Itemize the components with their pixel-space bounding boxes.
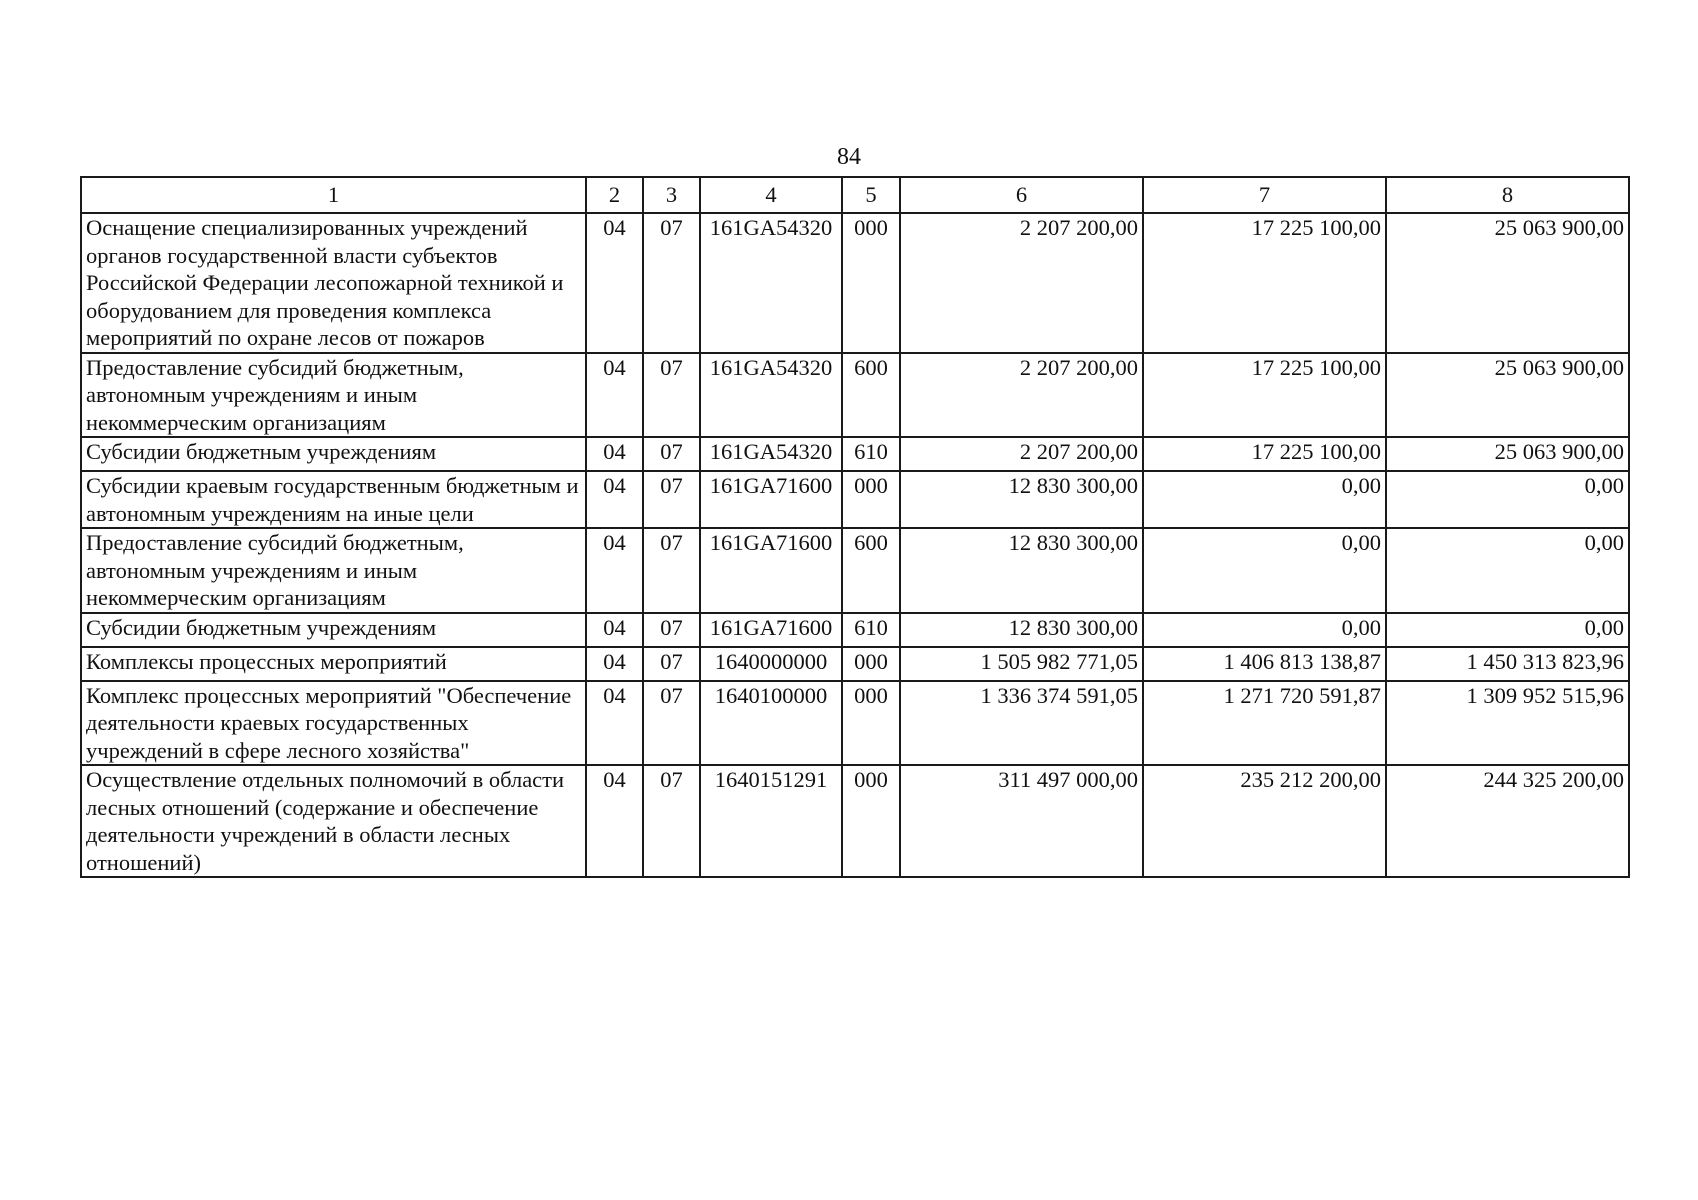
subsection-code-cell: 07 — [643, 681, 700, 766]
table-row — [81, 528, 1629, 613]
target-article-cell: 1640151291 — [700, 765, 842, 877]
amount-col7-cell: 235 212 200,00 — [1143, 765, 1386, 877]
expense-type-cell: 610 — [842, 613, 900, 647]
amount-col6-cell: 1 505 982 771,05 — [900, 647, 1143, 681]
row-name-cell: Оснащение специализированных учреждений органов государственной власти субъектов Российской Федерации лесопожарной техникой и оборудованием для проведения комплекса мероприятий по охране лесов от пожаров — [81, 213, 586, 353]
amount-col8-cell: 0,00 — [1386, 528, 1629, 613]
column-header: 3 — [643, 177, 700, 213]
amount-col6-cell: 311 497 000,00 — [900, 765, 1143, 877]
amount-col8-cell: 1 450 313 823,96 — [1386, 647, 1629, 681]
table-row — [81, 437, 1629, 471]
table-row — [81, 213, 1629, 353]
subsection-code-cell: 07 — [643, 213, 700, 353]
section-code-cell: 04 — [586, 528, 643, 613]
amount-col7-cell: 1 271 720 591,87 — [1143, 681, 1386, 766]
amount-col8-cell: 25 063 900,00 — [1386, 437, 1629, 471]
table-row — [81, 471, 1629, 528]
column-header: 2 — [586, 177, 643, 213]
row-name-cell: Предоставление субсидий бюджетным, автономным учреждениям и иным некоммерческим организациям — [81, 528, 586, 613]
expense-type-cell: 000 — [842, 471, 900, 528]
column-header: 4 — [700, 177, 842, 213]
row-name-cell: Комплексы процессных мероприятий — [81, 647, 586, 681]
expense-type-cell: 610 — [842, 437, 900, 471]
amount-col7-cell: 1 406 813 138,87 — [1143, 647, 1386, 681]
column-header: 1 — [81, 177, 586, 213]
target-article-cell: 161GA71600 — [700, 471, 842, 528]
expense-type-cell: 000 — [842, 213, 900, 353]
amount-col8-cell: 0,00 — [1386, 471, 1629, 528]
amount-col7-cell: 0,00 — [1143, 471, 1386, 528]
target-article-cell: 161GA54320 — [700, 213, 842, 353]
expense-type-cell: 600 — [842, 353, 900, 438]
row-name-cell: Предоставление субсидий бюджетным, автономным учреждениям и иным некоммерческим организациям — [81, 353, 586, 438]
row-name-cell: Комплекс процессных мероприятий "Обеспечение деятельности краевых государственных учреждений в сфере лесного хозяйства" — [81, 681, 586, 766]
row-name-cell: Субсидии бюджетным учреждениям — [81, 437, 586, 471]
amount-col6-cell: 1 336 374 591,05 — [900, 681, 1143, 766]
expense-type-cell: 000 — [842, 647, 900, 681]
section-code-cell: 04 — [586, 353, 643, 438]
amount-col7-cell: 0,00 — [1143, 613, 1386, 647]
amount-col7-cell: 17 225 100,00 — [1143, 353, 1386, 438]
column-header: 5 — [842, 177, 900, 213]
table-row — [81, 353, 1629, 438]
amount-col8-cell: 25 063 900,00 — [1386, 213, 1629, 353]
amount-col6-cell: 12 830 300,00 — [900, 613, 1143, 647]
expense-type-cell: 600 — [842, 528, 900, 613]
section-code-cell: 04 — [586, 765, 643, 877]
page-number: 84 — [837, 144, 861, 170]
section-code-cell: 04 — [586, 471, 643, 528]
budget-table — [80, 176, 1630, 878]
amount-col7-cell: 0,00 — [1143, 528, 1386, 613]
target-article-cell: 161GA71600 — [700, 613, 842, 647]
amount-col7-cell: 17 225 100,00 — [1143, 437, 1386, 471]
table-row — [81, 613, 1629, 647]
amount-col8-cell: 0,00 — [1386, 613, 1629, 647]
target-article-cell: 161GA54320 — [700, 437, 842, 471]
subsection-code-cell: 07 — [643, 528, 700, 613]
table-row — [81, 681, 1629, 766]
row-name-cell: Осуществление отдельных полномочий в области лесных отношений (содержание и обеспечение деятельности учреждений в области лесных отношений) — [81, 765, 586, 877]
section-code-cell: 04 — [586, 647, 643, 681]
row-name-cell: Субсидии краевым государственным бюджетным и автономным учреждениям на иные цели — [81, 471, 586, 528]
amount-col8-cell: 25 063 900,00 — [1386, 353, 1629, 438]
amount-col6-cell: 12 830 300,00 — [900, 528, 1143, 613]
row-name-cell: Субсидии бюджетным учреждениям — [81, 613, 586, 647]
subsection-code-cell: 07 — [643, 765, 700, 877]
table-row — [81, 765, 1629, 877]
amount-col8-cell: 244 325 200,00 — [1386, 765, 1629, 877]
table-header-row — [81, 177, 1629, 213]
amount-col6-cell: 2 207 200,00 — [900, 353, 1143, 438]
subsection-code-cell: 07 — [643, 471, 700, 528]
column-header: 8 — [1386, 177, 1629, 213]
amount-col8-cell: 1 309 952 515,96 — [1386, 681, 1629, 766]
amount-col6-cell: 2 207 200,00 — [900, 437, 1143, 471]
table-row — [81, 647, 1629, 681]
amount-col6-cell: 2 207 200,00 — [900, 213, 1143, 353]
target-article-cell: 161GA71600 — [700, 528, 842, 613]
column-header: 6 — [900, 177, 1143, 213]
expense-type-cell: 000 — [842, 681, 900, 766]
amount-col6-cell: 12 830 300,00 — [900, 471, 1143, 528]
section-code-cell: 04 — [586, 437, 643, 471]
subsection-code-cell: 07 — [643, 353, 700, 438]
target-article-cell: 161GA54320 — [700, 353, 842, 438]
subsection-code-cell: 07 — [643, 647, 700, 681]
amount-col7-cell: 17 225 100,00 — [1143, 213, 1386, 353]
section-code-cell: 04 — [586, 613, 643, 647]
target-article-cell: 1640100000 — [700, 681, 842, 766]
section-code-cell: 04 — [586, 213, 643, 353]
subsection-code-cell: 07 — [643, 437, 700, 471]
section-code-cell: 04 — [586, 681, 643, 766]
target-article-cell: 1640000000 — [700, 647, 842, 681]
column-header: 7 — [1143, 177, 1386, 213]
expense-type-cell: 000 — [842, 765, 900, 877]
subsection-code-cell: 07 — [643, 613, 700, 647]
